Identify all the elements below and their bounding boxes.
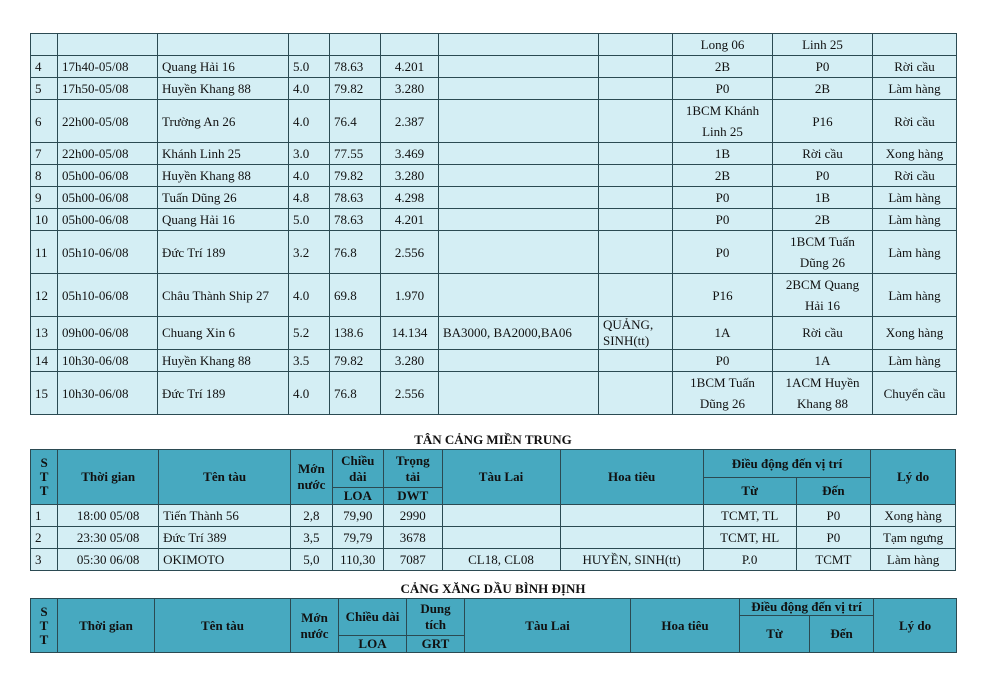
cell-dwt: 4.201: [381, 209, 439, 231]
header-stt: S T T: [31, 450, 58, 505]
cell-to: P0: [796, 527, 871, 549]
cell-draft: 3,5: [291, 527, 332, 549]
cell-pilot: [599, 34, 673, 56]
cell-pilot: [599, 100, 673, 143]
cell-to: 1BCM Tuấn Dũng 26: [773, 231, 873, 274]
header-move: Điều động đến vị trí: [703, 450, 870, 478]
cell-stt: 4: [31, 56, 58, 78]
cell-loa: 76.8: [330, 372, 381, 415]
cell-reason: Làm hàng: [873, 231, 957, 274]
cell-reason: Tạm ngưng: [871, 527, 956, 549]
cell-reason: Làm hàng: [873, 274, 957, 317]
cell-draft: 5.0: [289, 56, 330, 78]
cell-time: 05h00-06/08: [58, 209, 158, 231]
cell-pilot: HUYỀN, SINH(tt): [560, 549, 703, 571]
cell-tugs: [439, 350, 599, 372]
cell-from: TCMT, TL: [703, 505, 796, 527]
cell-stt: 14: [31, 350, 58, 372]
cell-pilot: [599, 231, 673, 274]
cell-pilot: [599, 165, 673, 187]
table-row: [31, 34, 957, 56]
section-title-tan-cang: TÂN CẢNG MIỀN TRUNG: [414, 432, 572, 447]
cell-time: 05h10-06/08: [58, 231, 158, 274]
table-row: [31, 165, 957, 187]
cell-ship: Châu Thành Ship 27: [158, 274, 289, 317]
cell-pilot: QUẢNG, SINH(tt): [599, 317, 673, 350]
cell-draft: 4.0: [289, 274, 330, 317]
cell-to: TCMT: [796, 549, 871, 571]
cell-from: P0: [673, 78, 773, 100]
header-from: Từ: [703, 478, 796, 505]
cell-loa: 79,90: [332, 505, 383, 527]
cell-loa: 138.6: [330, 317, 381, 350]
cell-loa: 69.8: [330, 274, 381, 317]
table-row: [31, 100, 957, 143]
cell-from: 1B: [673, 143, 773, 165]
cell-draft: 5.0: [289, 209, 330, 231]
table-row: [31, 187, 957, 209]
cell-time: 05h00-06/08: [58, 165, 158, 187]
header-dwt: DWT: [384, 488, 443, 505]
cell-time: [58, 34, 158, 56]
cell-draft: 5,0: [291, 549, 332, 571]
cell-dwt: 3.280: [381, 350, 439, 372]
table-row: [31, 372, 957, 415]
cell-draft: 4.0: [289, 78, 330, 100]
table-row: [31, 56, 957, 78]
cell-reason: Xong hàng: [873, 143, 957, 165]
cell-from: 2B: [673, 165, 773, 187]
cell-pilot: [599, 209, 673, 231]
cell-stt: 5: [31, 78, 58, 100]
cell-stt: 2: [31, 527, 58, 549]
cell-ship: Tiến Thành 56: [159, 505, 291, 527]
header-reason: Lý do: [874, 599, 957, 653]
cell-from: 1BCM Khánh Linh 25: [673, 100, 773, 143]
header-draft: Mớn nước: [291, 599, 339, 653]
cell-to: 1ACM Huyền Khang 88: [773, 372, 873, 415]
cell-loa: 76.4: [330, 100, 381, 143]
cell-loa: 77.55: [330, 143, 381, 165]
cell-draft: 5.2: [289, 317, 330, 350]
cell-stt: [31, 34, 58, 56]
cell-reason: Xong hàng: [871, 505, 956, 527]
cell-reason: Làm hàng: [871, 549, 956, 571]
cell-loa: 76.8: [330, 231, 381, 274]
cell-tugs: [439, 143, 599, 165]
cell-loa: 110,30: [332, 549, 383, 571]
cell-dwt: 2.556: [381, 372, 439, 415]
cell-draft: 2,8: [291, 505, 332, 527]
cell-to: 1A: [773, 350, 873, 372]
cell-from: P0: [673, 209, 773, 231]
cell-dwt: 4.298: [381, 187, 439, 209]
cell-loa: 78.63: [330, 56, 381, 78]
cell-ship: Trường An 26: [158, 100, 289, 143]
cell-ship: Đức Trí 389: [159, 527, 291, 549]
cell-ship: Chuang Xin 6: [158, 317, 289, 350]
cell-draft: 4.0: [289, 165, 330, 187]
cell-reason: Rời cầu: [873, 56, 957, 78]
cell-from: 1BCM Tuấn Dũng 26: [673, 372, 773, 415]
cell-tugs: [439, 274, 599, 317]
header-ship: Tên tàu: [155, 599, 291, 653]
cell-stt: 9: [31, 187, 58, 209]
cell-to: P0: [773, 165, 873, 187]
cell-tugs: [439, 78, 599, 100]
cell-to: 2BCM Quang Hải 16: [773, 274, 873, 317]
cell-time: 22h00-05/08: [58, 143, 158, 165]
cell-time: 05h10-06/08: [58, 274, 158, 317]
cell-to: 2B: [773, 78, 873, 100]
cell-time: 18:00 05/08: [58, 505, 159, 527]
cell-tugs: CL18, CL08: [442, 549, 560, 571]
cell-tugs: [439, 100, 599, 143]
cell-stt: 10: [31, 209, 58, 231]
cell-from: P.0: [703, 549, 796, 571]
cell-stt: 6: [31, 100, 58, 143]
cell-draft: 3.2: [289, 231, 330, 274]
cell-tugs: [439, 34, 599, 56]
cell-time: 17h40-05/08: [58, 56, 158, 78]
header-tugs: Tàu Lai: [465, 599, 631, 653]
cell-pilot: [599, 372, 673, 415]
cell-tugs: [439, 187, 599, 209]
cell-from: P0: [673, 231, 773, 274]
cell-to: P0: [796, 505, 871, 527]
header-to: Đến: [796, 478, 871, 505]
cell-time: 23:30 05/08: [58, 527, 159, 549]
cell-stt: 1: [31, 505, 58, 527]
cell-ship: OKIMOTO: [159, 549, 291, 571]
cell-reason: [873, 34, 957, 56]
cell-tugs: [442, 505, 560, 527]
cell-pilot: [599, 143, 673, 165]
header-grt: GRT: [407, 636, 465, 653]
cell-stt: 15: [31, 372, 58, 415]
cell-draft: 4.8: [289, 187, 330, 209]
cell-pilot: [599, 350, 673, 372]
cell-from: P0: [673, 187, 773, 209]
header-length: Chiều dài: [339, 599, 407, 636]
cell-tugs: BA3000, BA2000,BA06: [439, 317, 599, 350]
tan-cang-table: [30, 449, 956, 571]
header-time: Thời gian: [58, 450, 159, 505]
table-row: [31, 549, 956, 571]
cell-stt: 12: [31, 274, 58, 317]
cell-time: 05:30 06/08: [58, 549, 159, 571]
table-row: [31, 231, 957, 274]
header-load: Trọng tải: [384, 450, 443, 488]
cell-from: P16: [673, 274, 773, 317]
cell-tugs: [439, 231, 599, 274]
cell-loa: 79,79: [332, 527, 383, 549]
cell-reason: Làm hàng: [873, 209, 957, 231]
cell-loa: [330, 34, 381, 56]
cell-loa: 79.82: [330, 165, 381, 187]
cell-from: 2B: [673, 56, 773, 78]
cell-time: 10h30-06/08: [58, 372, 158, 415]
upper-ship-table: [30, 33, 957, 415]
cell-stt: 11: [31, 231, 58, 274]
cell-to: P0: [773, 56, 873, 78]
cell-reason: Rời cầu: [873, 165, 957, 187]
cell-pilot: [560, 527, 703, 549]
cell-ship: [158, 34, 289, 56]
cell-reason: Làm hàng: [873, 350, 957, 372]
cell-dwt: 4.201: [381, 56, 439, 78]
cell-stt: 3: [31, 549, 58, 571]
cell-reason: Xong hàng: [873, 317, 957, 350]
cell-reason: Rời cầu: [873, 100, 957, 143]
table-row: [31, 350, 957, 372]
cell-ship: Khánh Linh 25: [158, 143, 289, 165]
cell-to: P16: [773, 100, 873, 143]
table-row: [31, 209, 957, 231]
cell-loa: 79.82: [330, 78, 381, 100]
cell-ship: Đức Trí 189: [158, 372, 289, 415]
cell-tugs: [442, 527, 560, 549]
cell-dwt: 2990: [384, 505, 443, 527]
header-reason: Lý do: [871, 450, 956, 505]
header-capacity: Dung tích: [407, 599, 465, 636]
cell-from: P0: [673, 350, 773, 372]
table-row: [31, 78, 957, 100]
cell-ship: Huyền Khang 88: [158, 165, 289, 187]
cell-tugs: [439, 372, 599, 415]
cell-dwt: 3.280: [381, 78, 439, 100]
header-loa: LOA: [339, 636, 407, 653]
header-move: Điều động đến vị trí: [740, 599, 874, 616]
cell-ship: Đức Trí 189: [158, 231, 289, 274]
header-length: Chiều dài: [332, 450, 383, 488]
header-stt: S T T: [31, 599, 58, 653]
cell-time: 09h00-06/08: [58, 317, 158, 350]
cell-dwt: 1.970: [381, 274, 439, 317]
cell-dwt: 2.556: [381, 231, 439, 274]
section-title-xang-dau: CẢNG XĂNG DẦU BÌNH ĐỊNH: [400, 581, 586, 596]
cell-tugs: [439, 56, 599, 78]
table-row: [31, 274, 957, 317]
header-tugs: Tàu Lai: [442, 450, 560, 505]
cell-draft: [289, 34, 330, 56]
cell-time: 22h00-05/08: [58, 100, 158, 143]
cell-pilot: [599, 187, 673, 209]
cell-to: Linh 25: [773, 34, 873, 56]
cell-dwt: 3678: [384, 527, 443, 549]
table-row: [31, 317, 957, 350]
cell-to: Rời cầu: [773, 317, 873, 350]
cell-to: Rời cầu: [773, 143, 873, 165]
header-draft: Mớn nước: [291, 450, 332, 505]
cell-pilot: [599, 274, 673, 317]
cell-ship: Huyền Khang 88: [158, 78, 289, 100]
cell-from: Long 06: [673, 34, 773, 56]
cell-reason: Chuyển cầu: [873, 372, 957, 415]
cell-ship: Huyền Khang 88: [158, 350, 289, 372]
cell-time: 05h00-06/08: [58, 187, 158, 209]
cell-to: 2B: [773, 209, 873, 231]
cell-dwt: 3.280: [381, 165, 439, 187]
cell-tugs: [439, 165, 599, 187]
cell-stt: 7: [31, 143, 58, 165]
cell-to: 1B: [773, 187, 873, 209]
cell-stt: 8: [31, 165, 58, 187]
cell-ship: Quang Hải 16: [158, 56, 289, 78]
table-row: [31, 527, 956, 549]
cell-tugs: [439, 209, 599, 231]
cell-time: 17h50-05/08: [58, 78, 158, 100]
cell-reason: Làm hàng: [873, 187, 957, 209]
cell-dwt: [381, 34, 439, 56]
header-pilot: Hoa tiêu: [560, 450, 703, 505]
cell-dwt: 3.469: [381, 143, 439, 165]
table-row: [31, 143, 957, 165]
cell-draft: 4.0: [289, 372, 330, 415]
header-to: Đến: [810, 616, 874, 653]
cell-stt: 13: [31, 317, 58, 350]
cell-time: 10h30-06/08: [58, 350, 158, 372]
table-row: [31, 505, 956, 527]
cell-dwt: 7087: [384, 549, 443, 571]
cell-pilot: [599, 78, 673, 100]
cell-loa: 78.63: [330, 187, 381, 209]
cell-from: TCMT, HL: [703, 527, 796, 549]
cell-pilot: [599, 56, 673, 78]
cell-ship: Quang Hải 16: [158, 209, 289, 231]
cell-draft: 4.0: [289, 100, 330, 143]
header-pilot: Hoa tiêu: [631, 599, 740, 653]
header-time: Thời gian: [58, 599, 155, 653]
cell-reason: Làm hàng: [873, 78, 957, 100]
header-loa: LOA: [332, 488, 383, 505]
cell-pilot: [560, 505, 703, 527]
cell-draft: 3.0: [289, 143, 330, 165]
cell-loa: 78.63: [330, 209, 381, 231]
cell-dwt: 14.134: [381, 317, 439, 350]
cell-dwt: 2.387: [381, 100, 439, 143]
cell-ship: Tuấn Dũng 26: [158, 187, 289, 209]
xang-dau-table: [30, 598, 957, 653]
cell-loa: 79.82: [330, 350, 381, 372]
cell-from: 1A: [673, 317, 773, 350]
cell-draft: 3.5: [289, 350, 330, 372]
header-from: Từ: [740, 616, 810, 653]
header-ship: Tên tàu: [159, 450, 291, 505]
